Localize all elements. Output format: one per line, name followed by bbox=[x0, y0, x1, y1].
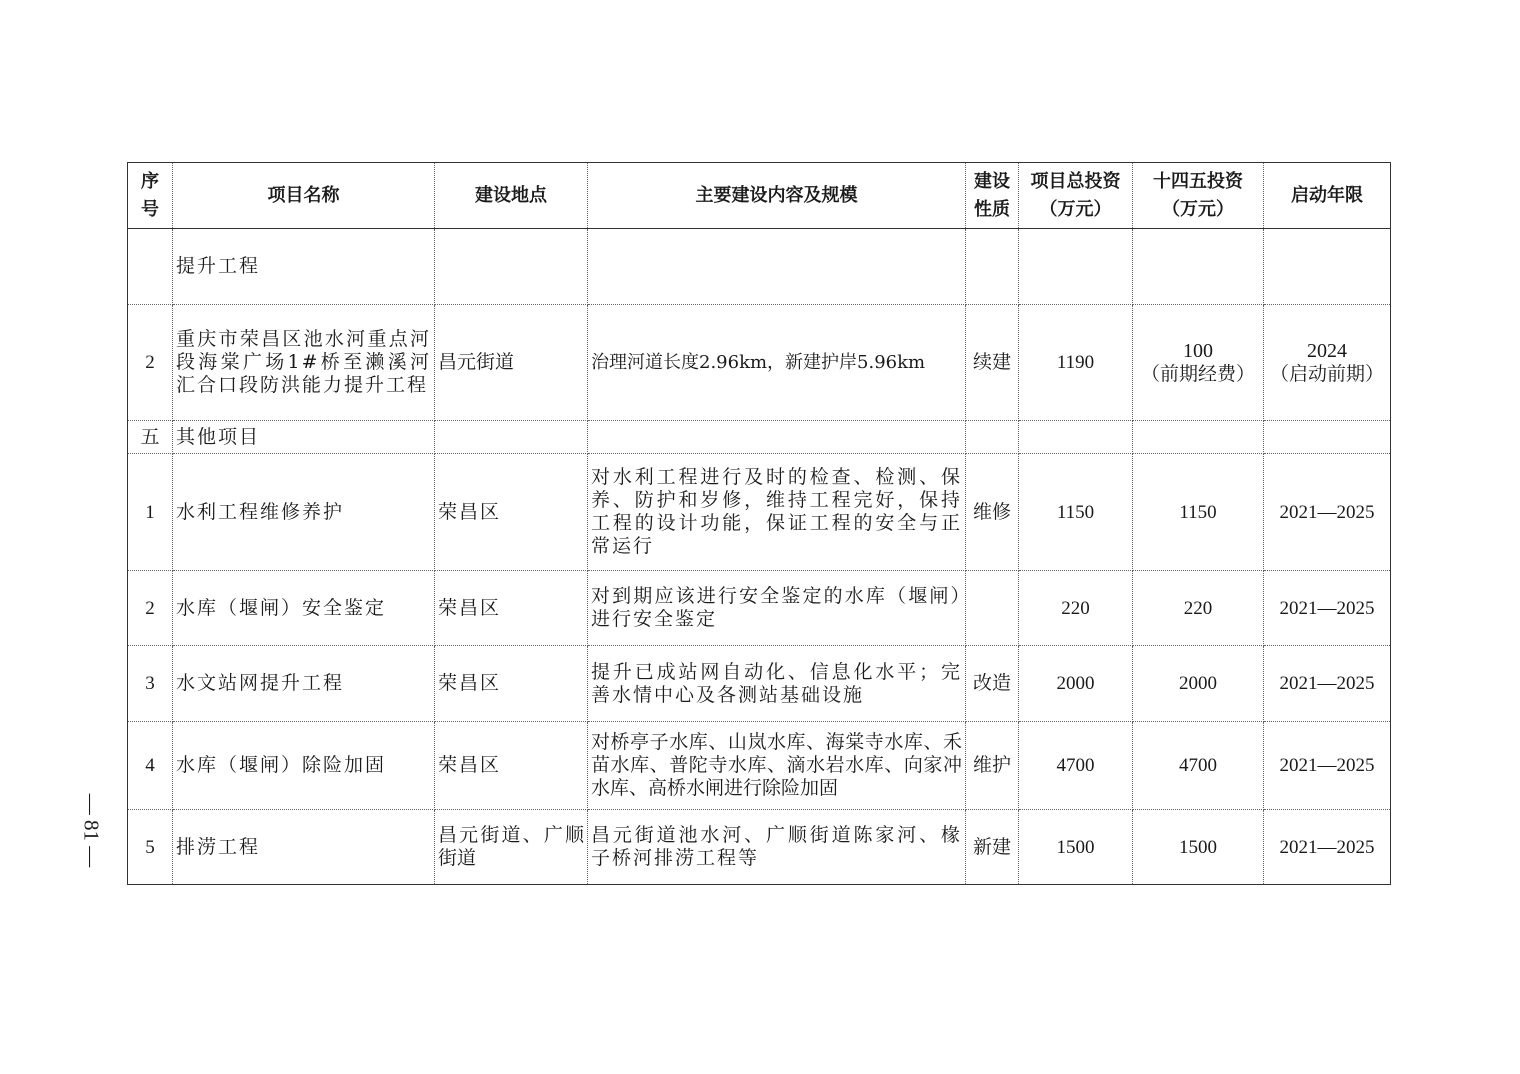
header-row bbox=[128, 163, 1391, 229]
cell-name: 提升工程 bbox=[173, 229, 435, 305]
table-row bbox=[128, 571, 1391, 646]
cell-seq: 2 bbox=[128, 305, 173, 421]
cell-seq: 2 bbox=[128, 571, 173, 646]
cell-fyp bbox=[1133, 421, 1264, 454]
table-row bbox=[128, 646, 1391, 722]
cell-fyp bbox=[1133, 229, 1264, 305]
cell-content: 治理河道长度2.96km，新建护岸5.96km bbox=[588, 305, 966, 421]
cell-content: 提升已成站网自动化、信息化水平；完善水情中心及各测站基础设施 bbox=[588, 646, 966, 722]
cell-content: 对水利工程进行及时的检查、检测、保养、防护和岁修，维持工程完好，保持工程的设计功能，保证工程的安全与正常运行 bbox=[588, 454, 966, 571]
cell-location: 昌元街道 bbox=[435, 305, 588, 421]
table-row bbox=[128, 722, 1391, 810]
cell-nature: 维护 bbox=[966, 722, 1019, 810]
cell-fyp: 100 （前期经费） bbox=[1133, 305, 1264, 421]
cell-fyp: 4700 bbox=[1133, 722, 1264, 810]
cell-start bbox=[1264, 229, 1391, 305]
table-header bbox=[128, 163, 1391, 229]
page-number bbox=[76, 780, 106, 880]
section-row bbox=[128, 421, 1391, 454]
cell-nature: 新建 bbox=[966, 810, 1019, 885]
header-total-investment: 项目总投资 （万元） bbox=[1019, 163, 1133, 229]
cell-location: 荣昌区 bbox=[435, 722, 588, 810]
cell-start: 2021—2025 bbox=[1264, 722, 1391, 810]
table-row bbox=[128, 454, 1391, 571]
cell-fyp: 1150 bbox=[1133, 454, 1264, 571]
header-name: 项目名称 bbox=[173, 163, 435, 229]
cell-total: 220 bbox=[1019, 571, 1133, 646]
cell-name: 水库（堰闸）除险加固 bbox=[173, 722, 435, 810]
table-row bbox=[128, 810, 1391, 885]
cell-content: 对桥亭子水库、山岚水库、海棠寺水库、禾苗水库、普陀寺水库、滴水岩水库、向家冲水库、高桥水闸进行除险加固 bbox=[588, 722, 966, 810]
cell-content: 对到期应该进行安全鉴定的水库（堰闸）进行安全鉴定 bbox=[588, 571, 966, 646]
cell-start: 2021—2025 bbox=[1264, 810, 1391, 885]
cell-location bbox=[435, 229, 588, 305]
cell-location: 荣昌区 bbox=[435, 571, 588, 646]
cell-nature bbox=[966, 229, 1019, 305]
table-row bbox=[128, 229, 1391, 305]
cell-start: 2021—2025 bbox=[1264, 646, 1391, 722]
cell-total: 2000 bbox=[1019, 646, 1133, 722]
cell-nature bbox=[966, 421, 1019, 454]
cell-nature: 改造 bbox=[966, 646, 1019, 722]
cell-location bbox=[435, 421, 588, 454]
header-content: 主要建设内容及规模 bbox=[588, 163, 966, 229]
header-seq: 序 号 bbox=[128, 163, 173, 229]
cell-name: 重庆市荣昌区池水河重点河段海棠广场1#桥至濑溪河汇合口段防洪能力提升工程 bbox=[173, 305, 435, 421]
cell-content bbox=[588, 229, 966, 305]
header-nature: 建设 性质 bbox=[966, 163, 1019, 229]
cell-start: 2024 （启动前期） bbox=[1264, 305, 1391, 421]
header-location: 建设地点 bbox=[435, 163, 588, 229]
cell-total bbox=[1019, 229, 1133, 305]
cell-name: 水库（堰闸）安全鉴定 bbox=[173, 571, 435, 646]
cell-nature: 维修 bbox=[966, 454, 1019, 571]
cell-seq: 五 bbox=[128, 421, 173, 454]
cell-seq: 1 bbox=[128, 454, 173, 571]
cell-name: 其他项目 bbox=[173, 421, 435, 454]
header-fyp-investment: 十四五投资 （万元） bbox=[1133, 163, 1264, 229]
cell-start: 2021—2025 bbox=[1264, 454, 1391, 571]
cell-nature bbox=[966, 571, 1019, 646]
header-start-year: 启动年限 bbox=[1264, 163, 1391, 229]
cell-start bbox=[1264, 421, 1391, 454]
cell-content: 昌元街道池水河、广顺街道陈家河、椽子桥河排涝工程等 bbox=[588, 810, 966, 885]
cell-fyp: 2000 bbox=[1133, 646, 1264, 722]
project-table bbox=[127, 162, 1391, 885]
cell-location: 荣昌区 bbox=[435, 454, 588, 571]
cell-total: 1190 bbox=[1019, 305, 1133, 421]
cell-seq: 3 bbox=[128, 646, 173, 722]
cell-fyp: 1500 bbox=[1133, 810, 1264, 885]
cell-total: 1150 bbox=[1019, 454, 1133, 571]
cell-nature: 续建 bbox=[966, 305, 1019, 421]
cell-total: 4700 bbox=[1019, 722, 1133, 810]
cell-seq: 5 bbox=[128, 810, 173, 885]
cell-total: 1500 bbox=[1019, 810, 1133, 885]
cell-content bbox=[588, 421, 966, 454]
cell-location: 荣昌区 bbox=[435, 646, 588, 722]
cell-name: 水利工程维修养护 bbox=[173, 454, 435, 571]
cell-start: 2021—2025 bbox=[1264, 571, 1391, 646]
cell-name: 排涝工程 bbox=[173, 810, 435, 885]
cell-location: 昌元街道、广顺街道 bbox=[435, 810, 588, 885]
cell-seq: 4 bbox=[128, 722, 173, 810]
table-row bbox=[128, 305, 1391, 421]
cell-fyp: 220 bbox=[1133, 571, 1264, 646]
cell-total bbox=[1019, 421, 1133, 454]
cell-name: 水文站网提升工程 bbox=[173, 646, 435, 722]
page-number-text: — 81 — bbox=[79, 793, 104, 867]
cell-seq bbox=[128, 229, 173, 305]
